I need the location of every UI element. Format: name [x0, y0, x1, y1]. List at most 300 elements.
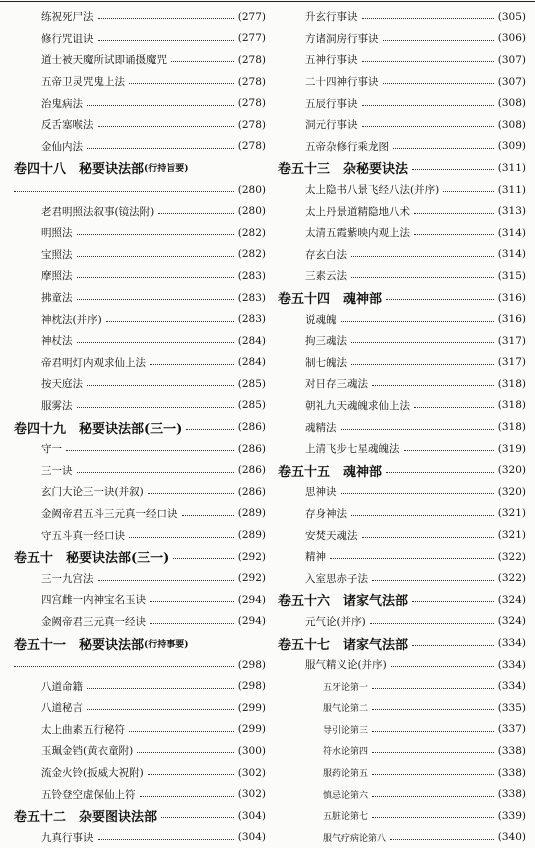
toc-entry: [14, 308, 266, 330]
dot-leader: [362, 105, 494, 106]
entry-title: 按天庭法: [41, 378, 83, 391]
entry-title: 元气论(并序): [305, 615, 366, 628]
page-number: (309): [497, 140, 526, 153]
dot-leader: [372, 709, 494, 710]
page-number: (280): [237, 205, 266, 218]
entry-title: 四宫雌一内神宝名玉诀: [41, 594, 146, 607]
page-number: (283): [237, 291, 266, 304]
dot-leader: [351, 515, 494, 516]
page-number: (308): [497, 118, 526, 131]
page-number: (322): [497, 550, 526, 563]
toc-entry: [14, 481, 266, 503]
section-title: 卷五十一 秘要诀法部: [14, 637, 145, 653]
toc-entry: [278, 136, 526, 158]
entry-title: 说魂魄: [305, 313, 337, 326]
toc-entry: [278, 395, 526, 417]
dot-leader: [173, 558, 233, 559]
dot-leader: [391, 666, 494, 667]
dot-leader: [351, 277, 494, 278]
toc-section-heading: [278, 459, 526, 481]
dot-leader: [362, 126, 494, 127]
page-number: (319): [497, 442, 526, 455]
toc-entry: [14, 179, 266, 201]
toc-entry: [14, 136, 266, 158]
entry-title: 练祝死尸法: [41, 11, 94, 24]
section-note: (行持旨要): [144, 164, 189, 175]
entry-title: 太上丹景道精隐地八术: [305, 205, 410, 218]
dot-leader: [341, 321, 494, 322]
page-number: (284): [237, 334, 266, 347]
toc-entry: [14, 589, 266, 611]
toc-entry: [14, 395, 266, 417]
entry-title: 存玄白法: [305, 248, 347, 261]
entry-title: 服气精义论(并序): [305, 659, 387, 672]
entry-title: 五辰行事诀: [305, 97, 358, 110]
page-number: (306): [497, 32, 526, 45]
entry-title: 三一诀: [41, 464, 73, 477]
dot-leader: [137, 752, 234, 753]
toc-entry: [14, 675, 266, 697]
page-number: (334): [497, 680, 526, 693]
toc-entry: [278, 114, 526, 136]
toc-entry: [278, 697, 526, 719]
toc-entry: [278, 71, 526, 93]
dot-leader: [98, 839, 234, 840]
page-number: (284): [237, 356, 266, 369]
section-title: 卷五十七 诸家气法部: [278, 637, 409, 653]
toc-entry: [278, 675, 526, 697]
page-number: (318): [497, 399, 526, 412]
toc-entry: [14, 6, 266, 28]
dot-leader: [87, 688, 234, 689]
entry-title: 修行咒诅诀: [41, 32, 94, 45]
page-number: (321): [497, 529, 526, 542]
dot-leader: [150, 623, 234, 624]
dot-leader: [98, 40, 234, 41]
toc-entry: [14, 265, 266, 287]
dot-leader: [98, 580, 234, 581]
toc-entry: [278, 416, 526, 438]
dot-leader: [87, 105, 234, 106]
page-number: (314): [497, 226, 526, 239]
entry-title: 金阙帝君五斗三元真一经口诀: [41, 507, 178, 520]
toc-entry: [278, 200, 526, 222]
toc-entry: [14, 719, 266, 741]
dot-leader: [386, 299, 494, 300]
section-title: 卷四十九 秘要诀法部(三一): [14, 421, 183, 437]
dot-leader: [390, 839, 494, 840]
page-number: (321): [497, 507, 526, 520]
entry-title: 服药论第五: [323, 769, 369, 780]
toc-entry: [14, 611, 266, 633]
toc-entry: [278, 222, 526, 244]
toc-entry: [14, 244, 266, 266]
dot-leader: [77, 342, 234, 343]
entry-title: 太清五霞紫映内观上法: [305, 227, 410, 240]
dot-leader: [414, 234, 494, 235]
page-number: (278): [237, 140, 266, 153]
page-number: (283): [237, 269, 266, 282]
entry-title: 流金火铃(扳威大祝附): [41, 767, 144, 780]
dot-leader: [148, 774, 234, 775]
page-number: (311): [497, 183, 526, 196]
page-number: (315): [497, 269, 526, 282]
page-number: (304): [237, 831, 266, 844]
dot-leader: [150, 364, 234, 365]
dot-leader: [351, 364, 494, 365]
page-number: (278): [237, 75, 266, 88]
entry-title: 金仙内法: [41, 140, 83, 153]
toc-entry: [14, 740, 266, 762]
dot-leader: [370, 623, 494, 624]
page-number: (316): [497, 313, 526, 326]
toc-entry: [14, 567, 266, 589]
toc-entry: [278, 373, 526, 395]
page-number: (337): [497, 723, 526, 736]
entry-title: 金阙帝君三元真一经诀: [41, 615, 146, 628]
page-number: (292): [237, 550, 266, 563]
page-number: (286): [237, 442, 266, 455]
dot-leader: [77, 256, 234, 257]
toc-entry: [278, 783, 526, 805]
entry-title: 服气疗病论第八: [323, 833, 387, 844]
dot-leader: [77, 407, 234, 408]
page-number: (320): [497, 464, 526, 477]
section-note: (行持事要): [144, 639, 189, 650]
entry-title: 慎忌论第六: [323, 790, 369, 801]
dot-leader: [150, 601, 234, 602]
toc-entry: [278, 265, 526, 287]
toc-section-heading: [14, 805, 266, 827]
dot-leader: [87, 385, 234, 386]
page-number: (286): [237, 464, 266, 477]
toc-entry: [278, 92, 526, 114]
toc-entry: [278, 308, 526, 330]
dot-leader: [77, 277, 234, 278]
page-number: (298): [237, 658, 266, 671]
toc-entry: [14, 503, 266, 525]
page-number: (277): [237, 10, 266, 23]
toc-entry: [278, 611, 526, 633]
dot-leader: [383, 83, 494, 84]
toc-entry: [278, 805, 526, 827]
dot-leader: [106, 321, 234, 322]
section-title: 卷四十八 秘要诀法部: [14, 162, 145, 178]
toc-entry: [14, 827, 266, 848]
page-number: (277): [237, 32, 266, 45]
entry-title: 五神行事诀: [305, 54, 358, 67]
entry-title: 宝照法: [41, 248, 73, 261]
page-number: (339): [497, 809, 526, 822]
toc-entry: [278, 481, 526, 503]
page-number: (278): [237, 97, 266, 110]
toc-entry: [278, 6, 526, 28]
page-number: (289): [237, 529, 266, 542]
dot-leader: [341, 429, 494, 430]
toc-entry: [278, 503, 526, 525]
toc-entry: [278, 352, 526, 374]
dot-leader: [414, 213, 494, 214]
page-number: (294): [237, 593, 266, 606]
dot-leader: [362, 537, 494, 538]
page-number: (334): [497, 658, 526, 671]
dot-leader: [372, 774, 494, 775]
toc-entry: [14, 373, 266, 395]
page-number: (278): [237, 53, 266, 66]
dot-leader: [412, 645, 494, 646]
entry-title: 摩照法: [41, 270, 73, 283]
page-number: (324): [497, 593, 526, 606]
toc-entry: [14, 654, 266, 676]
dot-leader: [414, 407, 494, 408]
toc-entry: [14, 352, 266, 374]
entry-title: 洞元行事诀: [305, 119, 358, 132]
toc-column-left: [14, 6, 266, 848]
entry-title: 五铃登空虚保仙上符: [41, 788, 136, 801]
entry-title: 八道命籍: [41, 680, 83, 693]
toc-entry: [14, 783, 266, 805]
page-number: (300): [237, 744, 266, 757]
entry-title: 服气论第二: [323, 704, 369, 715]
toc-section-heading: [14, 416, 266, 438]
dot-leader: [158, 213, 234, 214]
dot-leader: [351, 256, 494, 257]
page-number: (313): [497, 205, 526, 218]
dot-leader: [98, 126, 234, 127]
top-rule: [0, 1, 535, 2]
page-number: (292): [237, 572, 266, 585]
entry-title: 玉珮金铛(黄衣童附): [41, 745, 134, 758]
page-number: (278): [237, 118, 266, 131]
dot-leader: [412, 169, 494, 170]
toc-entry: [14, 330, 266, 352]
dot-leader: [14, 666, 234, 667]
toc-entry: [278, 719, 526, 741]
dot-leader: [404, 450, 494, 451]
entry-title: 制七魄法: [305, 356, 347, 369]
toc-section-heading: [14, 157, 266, 179]
dot-leader: [87, 709, 234, 710]
entry-title: 精神: [305, 551, 326, 564]
entry-title: 三一九宫法: [41, 572, 94, 585]
toc-entry: [278, 49, 526, 71]
dot-leader: [372, 688, 494, 689]
toc-section-heading: [278, 632, 526, 654]
page-number: (299): [237, 701, 266, 714]
toc-entry: [278, 28, 526, 50]
toc-section-heading: [278, 157, 526, 179]
dot-leader: [182, 515, 234, 516]
dot-leader: [66, 450, 234, 451]
toc-entry: [14, 697, 266, 719]
section-title: 卷五十二 杂要图诀法部: [14, 810, 158, 826]
dot-leader: [362, 61, 494, 62]
dot-leader: [129, 83, 234, 84]
toc-entry: [14, 287, 266, 309]
page-number: (286): [237, 421, 266, 434]
dot-leader: [372, 731, 494, 732]
entry-title: 老君明照法叙事(镜法附): [41, 205, 155, 218]
entry-title: 神杖法: [41, 335, 73, 348]
entry-title: 符水论第四: [323, 747, 369, 758]
dot-leader: [77, 234, 234, 235]
page-number: (289): [237, 507, 266, 520]
entry-title: 方诸洞房行事诀: [305, 32, 379, 45]
toc-entry: [14, 114, 266, 136]
toc-entry: [14, 49, 266, 71]
dot-leader: [98, 18, 234, 19]
entry-title: 二十四神行事诀: [305, 76, 379, 89]
section-title: 卷五十三 杂秘要诀法: [278, 162, 409, 178]
page-number: (335): [497, 701, 526, 714]
dot-leader: [362, 18, 494, 19]
page-number: (340): [497, 831, 526, 844]
toc-section-heading: [14, 546, 266, 568]
entry-title: 道士被天魔所试即诵摄魔咒: [41, 54, 167, 67]
page-number: (285): [237, 399, 266, 412]
page-number: (282): [237, 226, 266, 239]
entry-title: 升玄行事诀: [305, 11, 358, 24]
section-title: 卷五十四 魂神部: [278, 292, 383, 308]
entry-title: 安焚天魂法: [305, 529, 358, 542]
entry-title: 明照法: [41, 227, 73, 240]
entry-title: 玄门大论三一诀(并叙): [41, 486, 144, 499]
page-number: (308): [497, 97, 526, 110]
page-number: (338): [497, 788, 526, 801]
toc-entry: [278, 762, 526, 784]
page-number: (311): [497, 161, 526, 174]
entry-title: 五帝杂修行乘龙图: [305, 140, 389, 153]
entry-title: 守一: [41, 443, 62, 456]
entry-title: 存身神法: [305, 507, 347, 520]
dot-leader: [372, 752, 494, 753]
dot-leader: [372, 817, 494, 818]
entry-title: 思神诀: [305, 486, 337, 499]
page-number: (307): [497, 53, 526, 66]
toc-section-heading: [14, 632, 266, 654]
page-number: (299): [237, 723, 266, 736]
dot-leader: [77, 299, 234, 300]
page-number: (317): [497, 356, 526, 369]
dot-leader: [148, 493, 234, 494]
dot-leader: [372, 796, 494, 797]
page-number: (334): [497, 637, 526, 650]
toc-entry: [278, 654, 526, 676]
entry-title: 八道秘言: [41, 702, 83, 715]
toc-entry: [278, 330, 526, 352]
entry-title: 朝礼九天魂魄求仙上法: [305, 399, 410, 412]
dot-leader: [443, 191, 494, 192]
page-number: (324): [497, 615, 526, 628]
toc-entry: [278, 179, 526, 201]
page-number: (283): [237, 313, 266, 326]
page-number: (316): [497, 291, 526, 304]
dot-leader: [341, 493, 494, 494]
dot-leader: [412, 601, 494, 602]
entry-title: 治鬼病法: [41, 97, 83, 110]
page-number: (305): [497, 10, 526, 23]
page-number: (304): [237, 809, 266, 822]
dot-leader: [161, 817, 234, 818]
page-number: (298): [237, 680, 266, 693]
entry-title: 五脏论第七: [323, 812, 369, 823]
dot-leader: [14, 191, 234, 192]
section-title: 卷五十 秘要诀法部(三一): [14, 551, 170, 567]
entry-title: 入室思赤子法: [305, 572, 368, 585]
toc-entry: [278, 546, 526, 568]
page-number: (302): [237, 788, 266, 801]
entry-title: 三素云法: [305, 270, 347, 283]
dot-leader: [393, 148, 494, 149]
page-number: (285): [237, 377, 266, 390]
entry-title: 九真行事诀: [41, 831, 94, 844]
toc-entry: [14, 71, 266, 93]
page-number: (280): [237, 183, 266, 196]
page-number: (314): [497, 248, 526, 261]
dot-leader: [87, 148, 234, 149]
entry-title: 帝君明灯内观求仙上法: [41, 356, 146, 369]
page-number: (294): [237, 615, 266, 628]
entry-title: 神枕法(并序): [41, 313, 102, 326]
toc-entry: [14, 222, 266, 244]
toc-entry: [14, 438, 266, 460]
entry-title: 五牙论第一: [323, 682, 369, 693]
entry-title: 服雾法: [41, 399, 73, 412]
toc-entry: [278, 567, 526, 589]
dot-leader: [330, 558, 494, 559]
section-title: 卷五十五 魂神部: [278, 464, 383, 480]
entry-title: 魂精法: [305, 421, 337, 434]
dot-leader: [140, 796, 234, 797]
entry-title: 导引论第三: [323, 725, 369, 736]
toc-entry: [278, 827, 526, 848]
entry-title: 上清飞步七星魂魄法: [305, 443, 400, 456]
page-number: (338): [497, 744, 526, 757]
toc-entry: [14, 200, 266, 222]
dot-leader: [171, 61, 234, 62]
toc-entry: [14, 524, 266, 546]
page-number: (282): [237, 248, 266, 261]
entry-title: 太上曲素五行秘符: [41, 723, 125, 736]
toc-entry: [278, 524, 526, 546]
page-number: (307): [497, 75, 526, 88]
toc-entry: [278, 438, 526, 460]
dot-leader: [386, 472, 494, 473]
entry-title: 反舌塞喉法: [41, 119, 94, 132]
section-title: 卷五十六 诸家气法部: [278, 594, 409, 610]
dot-leader: [129, 731, 234, 732]
page-number: (286): [237, 485, 266, 498]
toc-entry: [278, 244, 526, 266]
entry-title: 太上隐书八景飞经八法(并序): [305, 184, 440, 197]
toc-section-heading: [278, 589, 526, 611]
dot-leader: [383, 40, 494, 41]
dot-leader: [351, 342, 494, 343]
toc-entry: [278, 740, 526, 762]
toc-entry: [14, 28, 266, 50]
dot-leader: [186, 429, 233, 430]
page-number: (338): [497, 766, 526, 779]
entry-title: 五帝卫灵咒鬼上法: [41, 76, 125, 89]
dot-leader: [77, 472, 234, 473]
page-number: (318): [497, 421, 526, 434]
toc-column-right: [278, 6, 526, 848]
dot-leader: [372, 580, 494, 581]
dot-leader: [129, 537, 234, 538]
entry-title: 拘三魂法: [305, 335, 347, 348]
page-number: (320): [497, 485, 526, 498]
entry-title: 拂童法: [41, 292, 73, 305]
